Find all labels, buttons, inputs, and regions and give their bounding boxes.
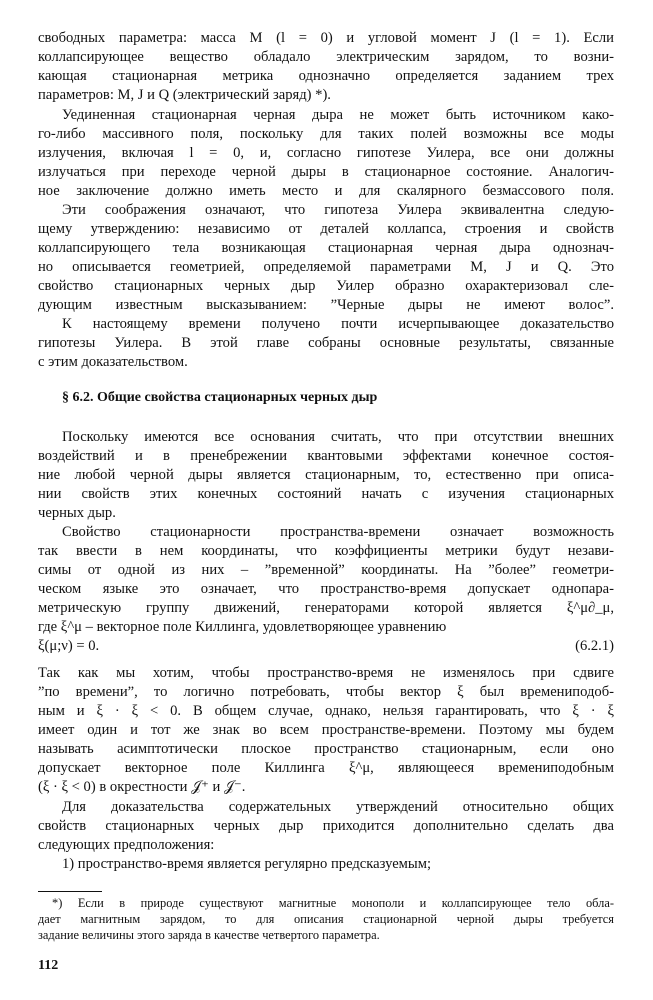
- equation: ξ(μ;ν) = 0.: [38, 638, 100, 654]
- text-line: Эти соображения означают, что гипотеза Уилера эквивалентна следую-: [62, 202, 614, 218]
- text-line: ческом языке это означает, что пространство-время допускает однопара-: [38, 581, 614, 597]
- text-line: метрическую группу движений, генераторами которой является ξ^μ∂_μ,: [38, 600, 614, 616]
- text-line: кающая стационарная метрика однозначно определяется заданием трех: [38, 68, 614, 84]
- text-line: следующих предположения:: [38, 837, 215, 853]
- text-line: имеет один и тот же знак во всем пространстве-времени. Поэтому мы будем: [38, 722, 614, 738]
- footnote-rule: [38, 891, 102, 892]
- footnote-line: задание величины этого заряда в качестве четвертого параметра.: [38, 928, 380, 942]
- text-line: где ξ^μ – векторное поле Киллинга, удовлетворяющее уравнению: [38, 619, 447, 635]
- text-line: го-либо массивного поля, поскольку для таких полей возможны все моды: [38, 126, 614, 142]
- section-heading: § 6.2. Общие свойства стационарных черных дыр: [62, 390, 378, 405]
- text-line: свойство стационарных черных дыр Уилер образно охарактеризовал сле-: [38, 278, 614, 294]
- text-line: с этим доказательством.: [38, 354, 188, 370]
- text-line: излучаться при переходе черной дыры в стационарное состояние. Аналогич-: [38, 164, 614, 180]
- text-line: называть асимптотически плоское пространство стационарным, если оно: [38, 741, 614, 757]
- footnote-line: *) Если в природе существуют магнитные монополи и коллапсирующее тело обла-: [52, 896, 614, 910]
- text-line: коллапсирующего тела возникающая стационарная черная дыра однознач-: [38, 240, 614, 256]
- page-number: 112: [38, 958, 59, 973]
- text-line: Уединенная стационарная черная дыра не может быть источником како-: [62, 107, 614, 123]
- text-line: параметров: M, J и Q (электрический заряд) *).: [38, 87, 331, 103]
- text-line: допускает векторное поле Киллинга ξ^μ, являющееся времениподобным: [38, 760, 614, 776]
- text-line: (ξ · ξ < 0) в окрестности 𝒥⁺ и 𝒥⁻.: [38, 779, 246, 795]
- text-line: щему утверждению: независимо от деталей коллапса, строения и свойств: [38, 221, 614, 237]
- text-line: К настоящему времени получено почти исчерпывающее доказательство: [62, 316, 614, 332]
- text-line: ное заключение должно иметь место и для скалярного безмассового поля.: [38, 183, 614, 199]
- text-line: симы от одной из них – ”временной” координаты. На ”более” геометри-: [38, 562, 614, 578]
- text-line: Так как мы хотим, чтобы пространство-время не изменялось при сдвиге: [38, 665, 614, 681]
- text-line: нии свойств этих конечных состояний начать с изучения стационарных: [38, 486, 614, 502]
- text-line: гипотезы Уилера. В этой главе собраны основные результаты, связанные: [38, 335, 614, 351]
- text-line: ”по времени”, то логично потребовать, чтобы вектор ξ был времениподоб-: [38, 684, 614, 700]
- text-line: воздействий и в пренебрежении квантовыми эффектами конечное состоя-: [38, 448, 614, 464]
- equation-number: (6.2.1): [575, 638, 614, 654]
- text-line: черных дыр.: [38, 505, 116, 521]
- text-line: ным и ξ · ξ < 0. В общем случае, однако, нельзя гарантировать, что ξ · ξ: [38, 703, 614, 719]
- text-line: излучения, включая l = 0, и, согласно гипотезе Уилера, все они должны: [38, 145, 614, 161]
- text-line: коллапсирующее вещество обладало электрическим зарядом, то возни-: [38, 49, 614, 65]
- text-line: Для доказательства содержательных утверждений относительно общих: [62, 799, 614, 815]
- text-line: Поскольку имеются все основания считать, что при отсутствии внешних: [62, 429, 614, 445]
- footnote-line: дает магнитным зарядом, то для описания стационарной черной дыры требуется: [38, 912, 614, 926]
- text-line: ние любой черной дыры является стационарным, то, естественно при описа-: [38, 467, 614, 483]
- list-item: 1) пространство-время является регулярно предсказуемым;: [62, 856, 432, 872]
- text-line: но описывается геометрией, определяемой параметрами M, J и Q. Это: [38, 259, 614, 275]
- text-line: дующим известным высказыванием: ”Черные дыры не имеют волос”.: [38, 297, 614, 313]
- text-line: так ввести в нем координаты, что коэффициенты метрики будут незави-: [38, 543, 614, 559]
- text-line: свободных параметра: масса M (l = 0) и угловой момент J (l = 1). Если: [38, 30, 614, 46]
- text-line: Свойство стационарности пространства-времени означает возможность: [62, 524, 614, 540]
- text-line: свойств стационарных черных дыр приходится дополнительно сделать два: [38, 818, 614, 834]
